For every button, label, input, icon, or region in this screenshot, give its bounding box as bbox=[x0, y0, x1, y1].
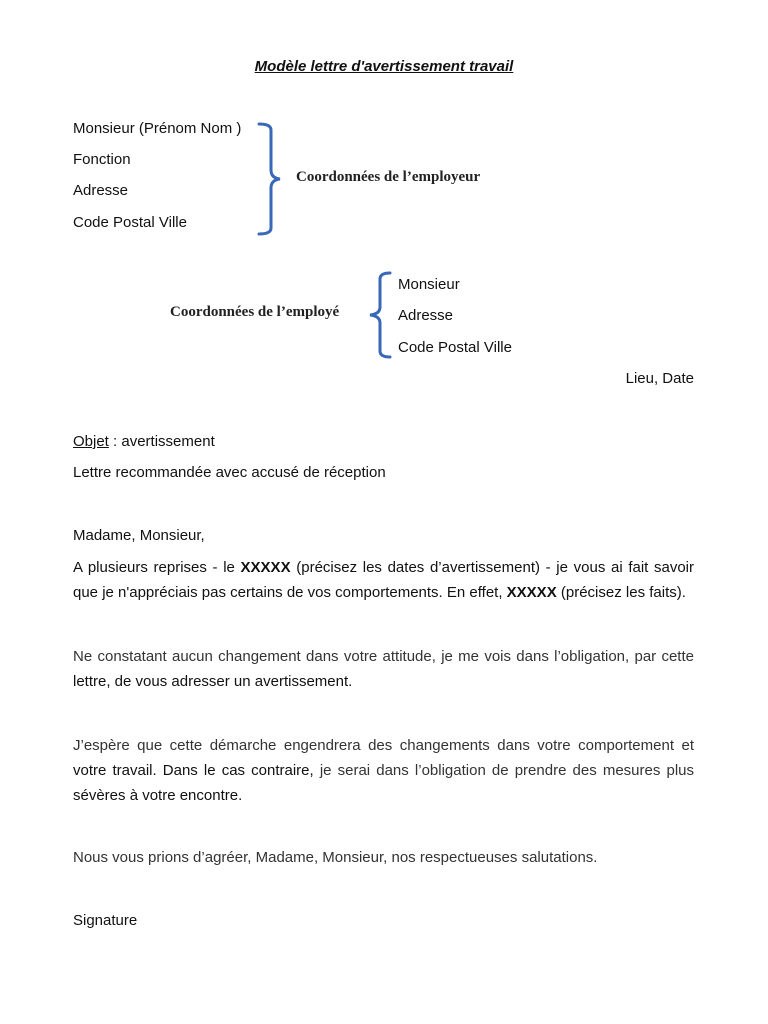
subject-label: Objet bbox=[73, 433, 109, 450]
paragraph-3-line-2 bbox=[73, 758, 694, 783]
paragraph-3-line-3: sévères à votre encontre. bbox=[73, 787, 243, 804]
document-title: Modèle lettre d'avertissement travail bbox=[254, 58, 514, 75]
employer-brace-icon bbox=[256, 120, 286, 238]
subject-text: : avertissement bbox=[108, 433, 215, 450]
employee-city: Code Postal Ville bbox=[398, 339, 512, 356]
employer-function: Fonction bbox=[73, 151, 131, 168]
paragraph-1-text-a: A plusieurs reprises - le bbox=[73, 559, 241, 576]
paragraph-3-text-b: je serai dans l’obligation de prendre des mesures plus bbox=[313, 762, 694, 779]
paragraph-3 bbox=[73, 733, 694, 808]
employer-city: Code Postal Ville bbox=[73, 214, 187, 231]
employee-brace-icon bbox=[362, 270, 392, 360]
closing-formula: Nous vous prions d’agréer, Madame, Monsieur, nos respectueuses salutations. bbox=[73, 849, 598, 866]
placeholder-facts: XXXXX bbox=[506, 584, 557, 601]
delivery-mode: Lettre recommandée avec accusé de réception bbox=[73, 464, 386, 481]
placeholder-dates: XXXXX bbox=[240, 559, 291, 576]
employee-name: Monsieur bbox=[398, 276, 460, 293]
paragraph-1 bbox=[73, 555, 694, 605]
employer-name: Monsieur (Prénom Nom ) bbox=[73, 120, 242, 137]
paragraph-2-line-2: lettre, de vous adresser un avertissement. bbox=[73, 673, 353, 690]
signature: Signature bbox=[73, 912, 138, 929]
paragraph-3-text-a: votre travail. Dans le cas contraire, bbox=[73, 762, 314, 779]
paragraph-1-text-c: (précisez les faits). bbox=[556, 584, 686, 601]
employer-label: Coordonnées de l’employeur bbox=[296, 169, 481, 185]
place-date: Lieu, Date bbox=[625, 370, 694, 387]
employee-label: Coordonnées de l’employé bbox=[170, 304, 340, 320]
salutation: Madame, Monsieur, bbox=[73, 527, 205, 544]
paragraph-2-line-1: Ne constatant aucun changement dans votre attitude, je me vois dans l’obligation, par cette bbox=[73, 648, 694, 665]
subject-line bbox=[73, 433, 215, 451]
paragraph-1-text-b: (précisez les dates d’avertissement) - je vous ai fait savoir que je n'appréciais pas certains de vos comportements. En effet, bbox=[73, 559, 694, 601]
employer-address: Adresse bbox=[73, 182, 129, 199]
paragraph-3-line-1: J’espère que cette démarche engendrera des changements dans votre comportement et bbox=[73, 737, 694, 754]
employee-address: Adresse bbox=[398, 307, 454, 324]
paragraph-2 bbox=[73, 644, 694, 694]
